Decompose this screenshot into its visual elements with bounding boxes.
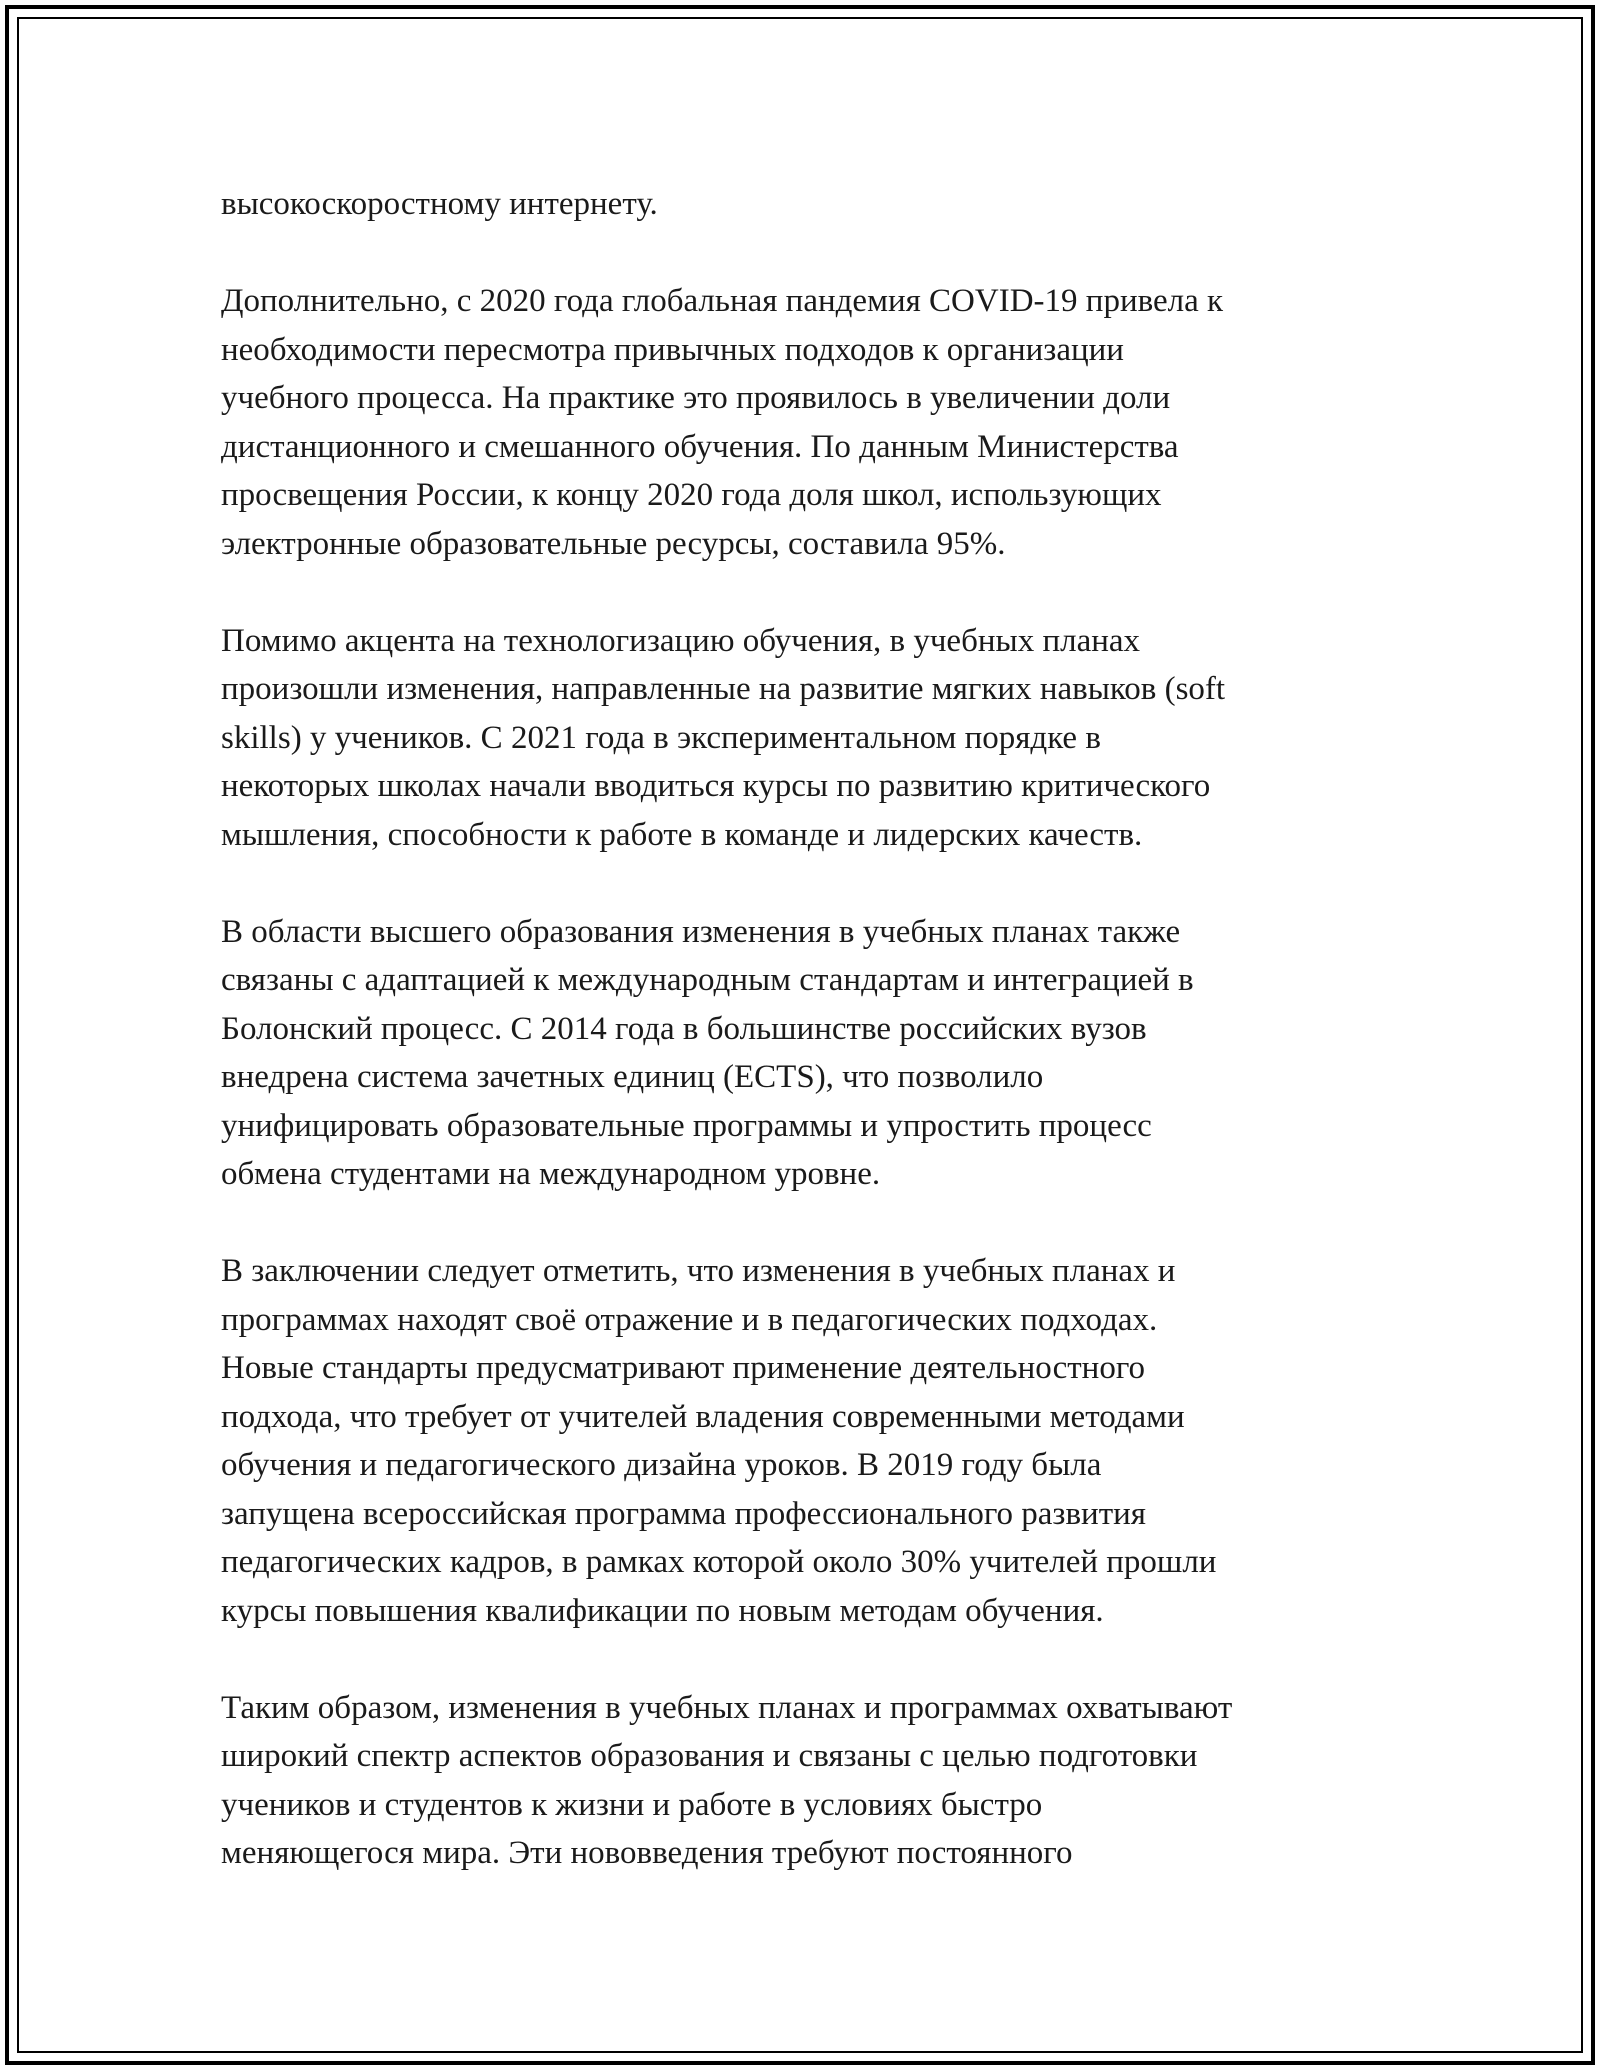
text-line: дистанционного и смешанного обучения. По данным Министерства [221, 428, 1179, 465]
text-line: Болонский процесс. С 2014 года в большинстве российских вузов [221, 1010, 1147, 1047]
text-line: учеников и студентов к жизни и работе в условиях быстро [221, 1786, 1043, 1823]
text-line: обучения и педагогического дизайна уроков. В 2019 году была [221, 1447, 1102, 1483]
text-line: Помимо акцента на технологизацию обучения, в учебных планах [221, 622, 1141, 659]
text-line: учебного процесса. На практике это проявилось в увеличении доли [221, 380, 1171, 416]
paragraph [221, 1247, 1381, 1635]
paragraph [221, 277, 1381, 568]
text-line: электронные образовательные ресурсы, составила 95%. [221, 525, 1006, 562]
text-line: программах находят своё отражение и в педагогических подходах. [221, 1301, 1158, 1338]
paragraph [221, 180, 1381, 229]
text-line: курсы повышения квалификации по новым методам обучения. [221, 1592, 1104, 1629]
text-line: В заключении следует отметить, что изменения в учебных планах и [221, 1253, 1176, 1289]
text-line: Таким образом, изменения в учебных планах и программах охватывают [221, 1689, 1233, 1726]
text-line: произошли изменения, направленные на развитие мягких навыков (soft [221, 671, 1226, 707]
text-line: подхода, что требует от учителей владения современными методами [221, 1398, 1185, 1435]
paragraph [221, 1684, 1381, 1878]
text-line: педагогических кадров, в рамках которой около 30% учителей прошли [221, 1544, 1217, 1580]
paragraph [221, 908, 1381, 1199]
text-line: внедрена система зачетных единиц (ECTS), что позволило [221, 1059, 1044, 1095]
text-line: Дополнительно, с 2020 года глобальная пандемия COVID-19 привела к [221, 283, 1224, 319]
paragraph [221, 617, 1381, 860]
text-line: Новые стандарты предусматривают применение деятельностного [221, 1350, 1146, 1386]
text-line: В области высшего образования изменения в учебных планах также [221, 913, 1181, 950]
text-line: связаны с адаптацией к международным стандартам и интеграцией в [221, 962, 1194, 998]
text-line: skills) у учеников. С 2021 года в экспериментальном порядке в [221, 719, 1101, 756]
text-line: обмена студентами на международном уровне. [221, 1156, 881, 1192]
text-line: просвещения России, к концу 2020 года доля школ, использующих [221, 477, 1162, 513]
text-line: высокоскоростному интернету. [221, 186, 658, 222]
text-line: меняющегося мира. Эти нововведения требуют постоянного [221, 1835, 1073, 1871]
text-line: запущена всероссийская программа профессионального развития [221, 1495, 1146, 1532]
text-line: мышления, способности к работе в команде и лидерских качеств. [221, 816, 1143, 853]
text-line: необходимости пересмотра привычных подходов к организации [221, 331, 1124, 368]
text-line: некоторых школах начали вводиться курсы по развитию критического [221, 768, 1211, 804]
document-body [221, 180, 1381, 1926]
text-line: широкий спектр аспектов образования и связаны с целью подготовки [221, 1738, 1198, 1774]
text-line: унифицировать образовательные программы и упростить процесс [221, 1107, 1152, 1144]
